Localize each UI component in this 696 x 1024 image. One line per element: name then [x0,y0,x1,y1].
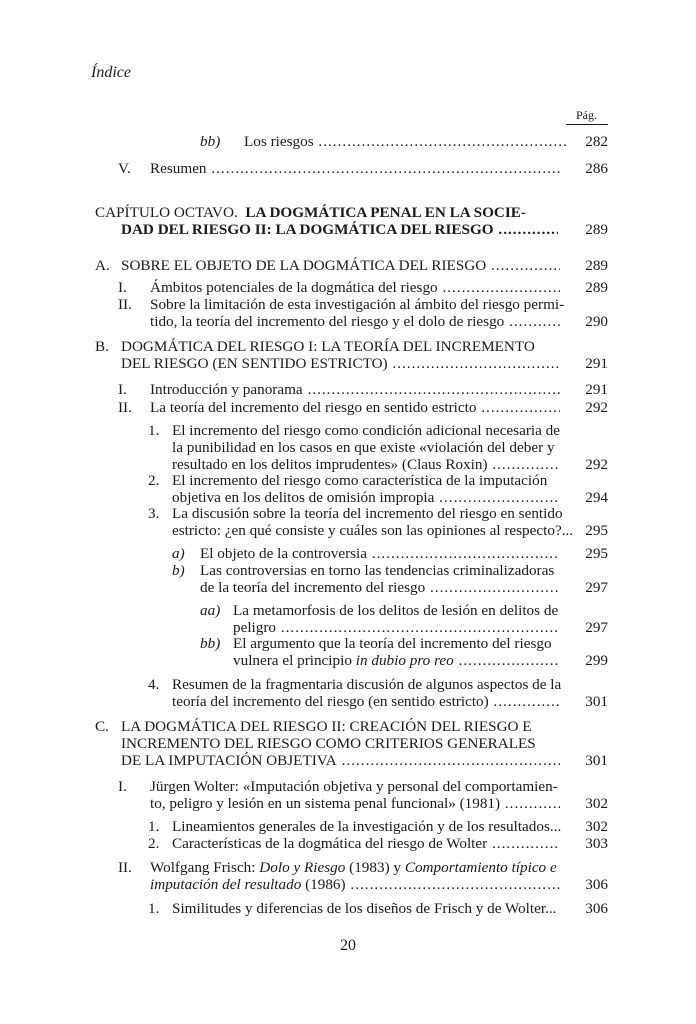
toc-entry-c2: II. Wolfgang Frisch: Dolo y Riesgo (1983) y Comportamiento típico e imputación del resultado (1986) ..... 306 [118,859,608,893]
toc-entry-b2-3: 3. La discusión sobre la teoría del incremento del riesgo en sentido estricto: ¿en qué consiste y cuáles son las opiniones al respecto?... 295 [148,505,608,539]
page-number: 20 [340,937,356,954]
toc-entry-a1: I. Ámbitos potenciales de la dogmática del riesgo ..... 289 [118,279,608,296]
toc-entry-b2-3a: a) El objeto de la controversia ..... 295 [172,545,608,562]
toc-entry-c1: I. Jürgen Wolter: «Imputación objetiva y personal del comportamien- to, peligro y lesión en un sistema penal funcional» (1981) ..... 302 [118,778,608,812]
toc-section-c: C. LA DOGMÁTICA DEL RIESGO II: CREACIÓN DEL RIESGO E INCREMENTO DEL RIESGO COMO CRITERIOS GENERALES DE LA IMPUTACIÓN OBJETIVA ..... 301 [95,718,608,769]
toc-entry-b2-2: 2. El incremento del riesgo como característica de la imputación objetiva en los delitos de omisión impropia ..... 294 [148,472,608,506]
toc-entry-c1-1: 1. Lineamientos generales de la investigación y de los resultados... 302 [148,818,608,835]
toc-entry-b2-3b: b) Las controversias en torno las tendencias criminalizadoras de la teoría del incremento del riesgo ..... 297 [172,562,608,596]
toc-entry-b2: II. La teoría del incremento del riesgo en sentido estricto ..... 292 [118,399,608,416]
toc-entry-b1: I. Introducción y panorama ..... 291 [118,381,608,398]
running-title: Índice [91,64,131,81]
toc-entry-b2-1: 1. El incremento del riesgo como condición adicional necesaria de la punibilidad en los casos en que existe «violación del deber y resultado en los delitos imprudentes» (Claus Roxin) ..... 292 [148,422,608,473]
chapter-heading: CAPÍTULO OCTAVO. LA DOGMÁTICA PENAL EN LA SOCIE- DAD DEL RIESGO II: LA DOGMÁTICA DEL RIESGO ..... 289 [95,204,608,238]
toc-section-b: B. DOGMÁTICA DEL RIESGO I: LA TEORÍA DEL INCREMENTO DEL RIESGO (EN SENTIDO ESTRICTO) ..... 291 [95,338,608,372]
toc-entry-c1-2: 2. Características de la dogmática del riesgo de Wolter ..... 303 [148,835,608,852]
toc-entry-b2-3b-bb: bb) El argumento que la teoría del incremento del riesgo vulnera el principio in dubio pro reo ..... 299 [200,635,608,669]
toc-entry-a2: II. Sobre la limitación de esta investigación al ámbito del riesgo permi- tido, la teoría del incremento del riesgo y el dolo de riesgo ..... 290 [118,296,608,330]
toc-entry-bb-riesgos: bb) Los riesgos ..... 282 [200,133,608,150]
toc-entry-b2-4: 4. Resumen de la fragmentaria discusión de algunos aspectos de la teoría del incremento del riesgo (en sentido estricto) ..... 301 [148,676,608,710]
toc-entry-b2-3b-aa: aa) La metamorfosis de los delitos de lesión en delitos de peligro ..... 297 [200,602,608,636]
toc-section-a: A. SOBRE EL OBJETO DE LA DOGMÁTICA DEL RIESGO ..... 289 [95,257,608,274]
toc-entry-c2-1: 1. Similitudes y diferencias de los diseños de Frisch y de Wolter... 306 [148,900,608,917]
pag-rule [566,124,608,125]
pag-label: Pág. [576,108,597,122]
toc-entry-resumen: V. Resumen ..... 286 [118,160,608,177]
